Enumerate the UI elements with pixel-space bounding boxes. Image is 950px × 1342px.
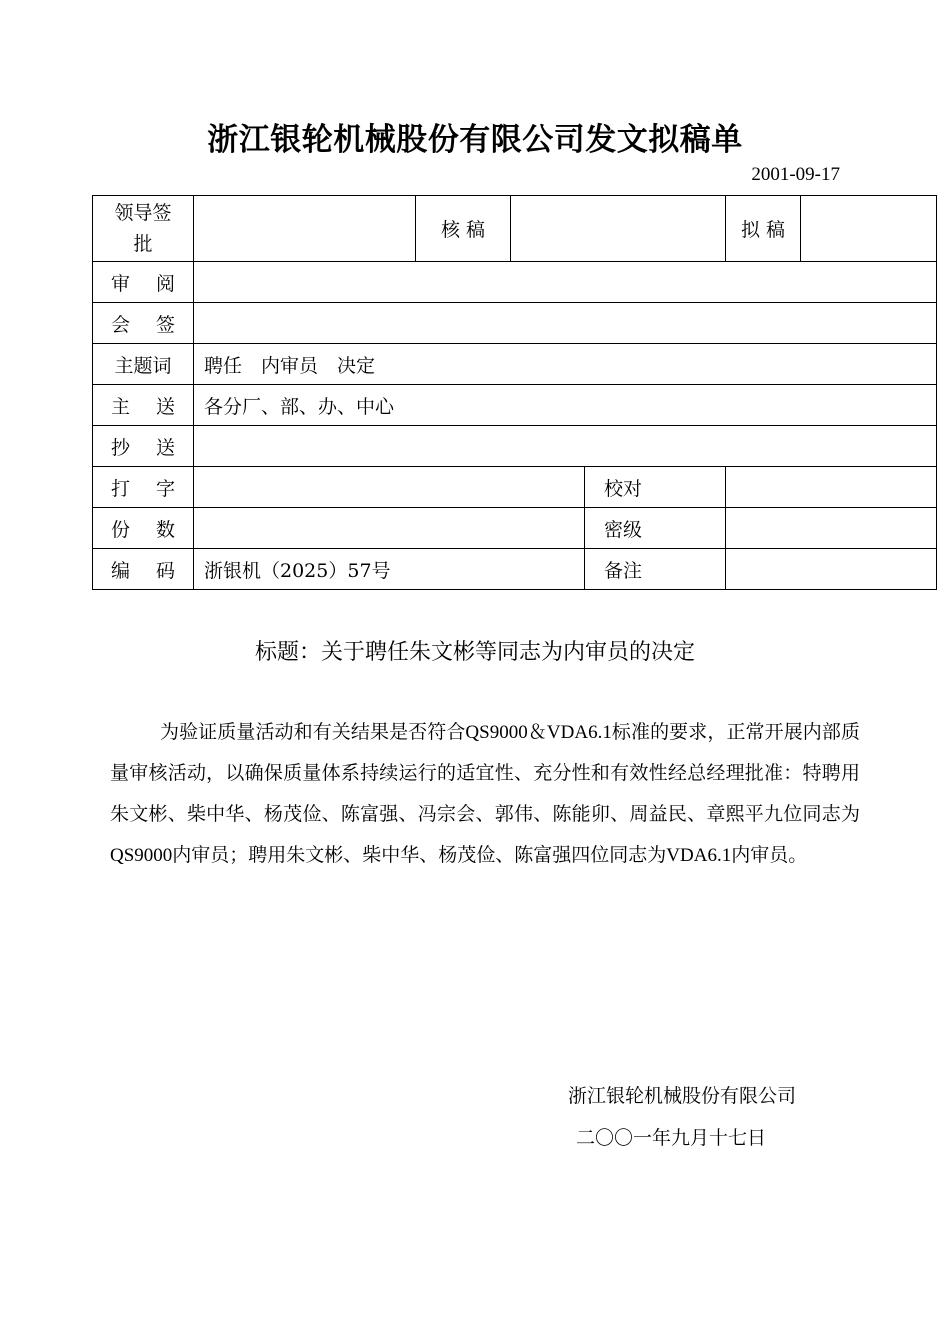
leader-approval-value — [194, 196, 416, 262]
form-row-copies — [93, 508, 937, 549]
form-row-keywords — [93, 344, 937, 385]
form-row-to — [93, 385, 937, 426]
form-row-code — [93, 549, 937, 590]
code-label: 编 码 — [93, 549, 194, 590]
copies-value — [194, 508, 585, 549]
body-paragraph: 为验证质量活动和有关结果是否符合QS9000＆VDA6.1标准的要求，正常开展内部质量审核活动，以确保质量体系持续运行的适宜性、充分性和有效性经总经理批准：特聘用朱文彬、柴中华、杨茂俭、陈富强、冯宗会、郭伟、陈能卯、周益民、章熙平九位同志为QS9000内审员；聘用朱文彬、柴中华、杨茂俭、陈富强四位同志为VDA6.1内审员。 — [110, 722, 860, 866]
countersign-value — [194, 303, 937, 344]
secret-level-value — [726, 508, 937, 549]
proofread-value — [726, 467, 937, 508]
form-row-approval — [93, 196, 937, 262]
note-value — [726, 549, 937, 590]
typing-value — [194, 467, 585, 508]
subject-prefix: 标题： — [254, 640, 321, 665]
keywords-label: 主题词 — [93, 344, 194, 385]
copies-label: 份 数 — [93, 508, 194, 549]
cc-value — [194, 426, 937, 467]
cc-label: 抄 送 — [93, 426, 194, 467]
document-title: 浙江银轮机械股份有限公司发文拟稿单 — [207, 122, 743, 158]
form-row-cc — [93, 426, 937, 467]
form-row-countersign — [93, 303, 937, 344]
read-value — [194, 262, 937, 303]
subject-text: 关于聘任朱文彬等同志为内审员的决定 — [321, 640, 696, 665]
draft-form-table — [92, 195, 937, 590]
note-label: 备注 — [585, 549, 726, 590]
main-recipient-value: 各分厂、部、办、中心 — [194, 385, 937, 426]
draft-label: 拟 稿 — [726, 196, 801, 262]
form-row-read — [93, 262, 937, 303]
proofread-label: 校对 — [585, 467, 726, 508]
secret-level-label: 密级 — [585, 508, 726, 549]
countersign-label: 会 签 — [93, 303, 194, 344]
document-date: 2001-09-17 — [751, 164, 840, 185]
subject-line — [0, 635, 950, 666]
leader-approval-label: 领导签批 — [93, 196, 194, 262]
code-value: 浙银机（2025）57号 — [194, 549, 585, 590]
keywords-value: 聘任 内审员 决定 — [194, 344, 937, 385]
main-recipient-label: 主 送 — [93, 385, 194, 426]
form-row-typing — [93, 467, 937, 508]
review-value — [511, 196, 726, 262]
draft-value — [801, 196, 937, 262]
read-label: 审 阅 — [93, 262, 194, 303]
review-label: 核 稿 — [416, 196, 511, 262]
signature-date: 二〇〇一年九月十七日 — [576, 1127, 767, 1149]
signature-company: 浙江银轮机械股份有限公司 — [568, 1085, 797, 1107]
typing-label: 打 字 — [93, 467, 194, 508]
